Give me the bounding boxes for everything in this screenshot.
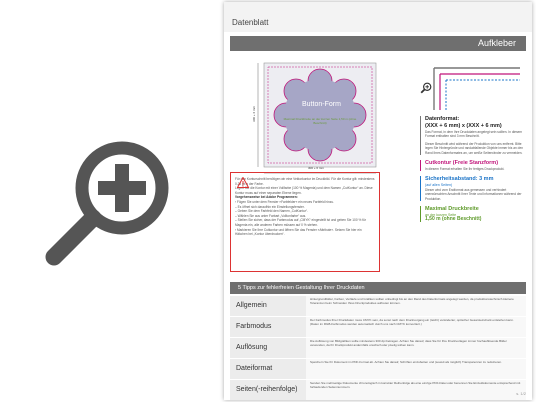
page-number: s. 1/2	[516, 391, 526, 396]
cut-contour-text: In diesem Format erhalten Sie Ihr fertiges Druckprodukt.	[425, 167, 505, 172]
tips-row	[230, 317, 526, 338]
tip-text: Die Auflösung von Bildgrafiken sollte mindestens 300 dpi betragen. Achten Sie darauf, dass Sie für Ihre Druckvorlagen immer hochauflösende Bilder verwenden, da Ihr Druckprodukt andernfalls unscharf oder pixelig wirken kann.	[306, 338, 526, 358]
data-format-size: (XXX + 6 mm) x (XXX + 6 mm)	[425, 123, 502, 129]
dimension-bottom: 300 + 6 mm	[308, 166, 324, 170]
tips-row	[230, 359, 526, 380]
tips-row	[230, 338, 526, 359]
tip-text: Senden Sie mehrseitige Dokumente chronologisch in korrekter Reihenfolge als eine einzige PDF-Datei oder benennen Sie Einzeldokumente entsprechend mit fortlaufenden Seitennummern.	[306, 380, 526, 400]
note-step: – Stellen Sie sicher, dass der Farbmodus auf „CMYK“ eingestellt ist und geben Sie 100 % für Magenta ein, alle anderen Farben müssen auf 0 % stehen.	[235, 218, 366, 227]
format-info-column	[420, 116, 528, 227]
zoom-in-icon[interactable]	[40, 132, 180, 272]
corner-detail-diagram	[420, 62, 526, 112]
safety-margin-section	[420, 176, 528, 201]
sheet-title: Datenblatt	[232, 18, 269, 27]
note-step: › Fügen Sie unter dem Fenster »Farbfelder« ein neues Farbfeld hinzu.	[235, 199, 335, 204]
warning-icon	[237, 177, 249, 188]
cut-contour-note	[230, 172, 380, 272]
note-step: – Es öffnet sich daraufhin ein Einstellungsfenster.	[235, 204, 305, 209]
shape-sub-label: Maximal Druckbreite an der kurzen Seite 1,50 m (ohne Beschnitt)	[283, 117, 357, 125]
tip-label: Farbmodus	[230, 317, 306, 337]
max-print-width-value: 1,50 m (ohne Beschnitt)	[425, 216, 482, 223]
safety-margin-sub: (auf allen Seiten)	[425, 183, 453, 188]
data-format-text-2: Dieser Beschnitt wird während der Produktion von uns entfernt. Bitte legen Sie Hintergründe und randabfallende Objekte immer bis an den Rand Ihres Datenformates an, um weiße Seitenränder zu vermeiden.	[425, 141, 523, 155]
tip-text: Hintergrundbilder, Farben, Verläufe und Grafiken sollten unbedingt bis an den Rand des Datenformats angelegt werden, da produktionstechnisch kleinere Toleranzen beim Schneiden Ihres Druckproduktes auftreten können.	[306, 296, 526, 316]
tip-text: Der Farbmodus Ihrer Druckdaten muss CMYK sein, da sonst nach dem Druckvorgang ein (leicht) veränderter, optischer Gesamteindruck entstehen kann. (Daten im RGB-Farbmodus werden automatisch durch uns nach CMYK konvertiert.)	[306, 317, 526, 337]
tip-label: Allgemein	[230, 296, 306, 316]
safety-margin-heading: Sicherheitsabstand: 3 mm	[425, 176, 494, 183]
note-step: › Markieren Sie Ihre Cutkontur und öffnen Sie das Fenster »Attribute«. Setzen Sie hier ein Häkchen bei „Kontur überdrucken“.	[235, 227, 362, 237]
tip-label: Auflösung	[230, 338, 306, 358]
tips-title-bar: 5 Tipps zur fehlerfreien Gestaltung Ihrer Druckdaten	[230, 282, 526, 294]
safety-margin-text: Dieser wird vom Endformat aus gemessen und verhindert unerwünschten Anschnitt Ihrer Texte und Informationen während der Produktion.	[425, 187, 522, 201]
sheet-header-band	[224, 2, 532, 32]
max-print-width-sub: an der kurzen Seite	[425, 213, 457, 218]
datasheet-preview[interactable]	[224, 2, 532, 400]
tip-label: Dateiformat	[230, 359, 306, 379]
note-intro: Für den Konturschnitt benötigen wir eine Vektorkontur im Druckbild. Für die Kontur gilt: mindestens 0,25 pt in der Farbe.	[235, 177, 375, 186]
tips-row	[230, 380, 526, 400]
cut-contour-section	[420, 160, 528, 171]
max-print-width-heading: Maximal Druckbreite	[425, 206, 479, 213]
data-format-heading: Datenformat:	[425, 116, 460, 122]
note-intro-2: Legen Sie die Kontur mit einer Vollfarbe (100 % Magenta) und dem Namen „CutKontur“ an. Diese Kontur muss auf einer separaten Ebene liegen.	[235, 186, 373, 195]
tips-table	[230, 296, 526, 400]
note-heading: Vorgehensweise bei Adobe Programmen:	[235, 195, 298, 200]
note-step: – Wählen Sie aus unter Farbart „Volltonfarbe“ aus.	[235, 213, 307, 218]
data-format-text: Das Format, in dem Ihre Druckdaten angelegt sein sollten. In diesem Format enthalten sind 3 mm Beschnitt.	[425, 130, 523, 139]
data-format-section	[420, 116, 528, 155]
product-title-bar: Aufkleber	[230, 36, 526, 51]
tips-row	[230, 296, 526, 317]
cut-contour-heading: Cutkontur (Freie Stanzform)	[425, 160, 499, 167]
max-print-width-section	[420, 206, 528, 222]
tip-text: Speichern Sie Ihr Dokument im PDF-Format ab. Achten Sie darauf, Schriften einzubetten und (soweit als möglich) Transparenzen zu reduzieren.	[306, 359, 526, 379]
note-step: – Geben Sie dem Farbfeld den Namen „CutKontur“.	[235, 209, 308, 214]
detail-zoom-icon	[420, 82, 432, 94]
tip-label: Seiten(-reihenfolge)	[230, 380, 306, 400]
dimension-left: 300 + 6 mm	[251, 106, 256, 122]
shape-label: Button-Form	[302, 101, 341, 108]
